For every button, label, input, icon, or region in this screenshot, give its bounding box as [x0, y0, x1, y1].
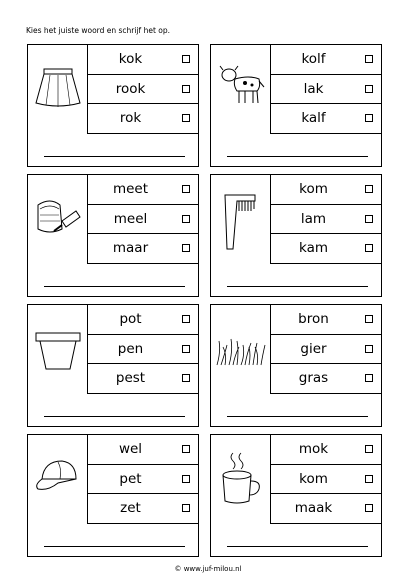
answer-area[interactable]: [28, 134, 199, 167]
answer-area[interactable]: [211, 524, 382, 557]
checkbox[interactable]: [182, 215, 190, 223]
word-option[interactable]: rook: [88, 75, 199, 105]
word-option[interactable]: meel: [88, 205, 199, 235]
checkbox[interactable]: [365, 315, 373, 323]
checkbox[interactable]: [182, 504, 190, 512]
word-option[interactable]: kam: [271, 234, 382, 264]
flour-bag-drawing: [28, 175, 88, 264]
word-option[interactable]: gier: [271, 335, 382, 365]
word-option[interactable]: kok: [88, 45, 199, 75]
flower-pot-drawing: [28, 305, 88, 394]
checkbox[interactable]: [365, 55, 373, 63]
checkbox[interactable]: [365, 445, 373, 453]
checkbox[interactable]: [182, 85, 190, 93]
word-option[interactable]: pot: [88, 305, 199, 335]
skirt-drawing: [28, 45, 88, 134]
answer-area[interactable]: [211, 134, 382, 167]
answer-area[interactable]: [28, 264, 199, 297]
checkbox[interactable]: [182, 244, 190, 252]
checkbox[interactable]: [182, 114, 190, 122]
checkbox[interactable]: [365, 215, 373, 223]
checkbox[interactable]: [182, 475, 190, 483]
comb-drawing: [211, 175, 271, 264]
answer-line[interactable]: [227, 286, 368, 287]
word-option[interactable]: pet: [88, 465, 199, 495]
answer-line[interactable]: [227, 156, 368, 157]
answer-line[interactable]: [44, 546, 185, 547]
checkbox[interactable]: [182, 315, 190, 323]
footer-credit: © www.juf-milou.nl: [174, 565, 242, 573]
word-option[interactable]: kom: [271, 175, 382, 205]
answer-line[interactable]: [44, 416, 185, 417]
checkbox[interactable]: [365, 475, 373, 483]
checkbox[interactable]: [182, 374, 190, 382]
exercise-card: [27, 174, 199, 297]
word-option[interactable]: rok: [88, 104, 199, 134]
word-option[interactable]: bron: [271, 305, 382, 335]
checkbox[interactable]: [365, 345, 373, 353]
checkbox[interactable]: [365, 504, 373, 512]
word-option[interactable]: kalf: [271, 104, 382, 134]
word-option[interactable]: kom: [271, 465, 382, 495]
checkbox[interactable]: [365, 85, 373, 93]
word-option[interactable]: maak: [271, 494, 382, 524]
mug-drawing: [211, 435, 271, 524]
word-option[interactable]: pest: [88, 364, 199, 394]
answer-line[interactable]: [227, 546, 368, 547]
exercise-card: [210, 44, 382, 167]
answer-area[interactable]: [211, 394, 382, 427]
checkbox[interactable]: [182, 445, 190, 453]
checkbox[interactable]: [182, 345, 190, 353]
exercise-card: [210, 434, 382, 557]
word-option[interactable]: lam: [271, 205, 382, 235]
answer-area[interactable]: [28, 524, 199, 557]
exercise-card: [210, 304, 382, 427]
answer-line[interactable]: [44, 286, 185, 287]
exercise-card: [27, 304, 199, 427]
answer-area[interactable]: [28, 394, 199, 427]
word-option[interactable]: zet: [88, 494, 199, 524]
exercise-card: [210, 174, 382, 297]
checkbox[interactable]: [365, 114, 373, 122]
word-option[interactable]: wel: [88, 435, 199, 465]
answer-line[interactable]: [227, 416, 368, 417]
checkbox[interactable]: [182, 185, 190, 193]
answer-line[interactable]: [44, 156, 185, 157]
calf-drawing: [211, 45, 271, 134]
grass-drawing: [211, 305, 271, 394]
checkbox[interactable]: [365, 244, 373, 252]
exercise-card: [27, 44, 199, 167]
word-option[interactable]: lak: [271, 75, 382, 105]
word-option[interactable]: kolf: [271, 45, 382, 75]
word-option[interactable]: pen: [88, 335, 199, 365]
cap-drawing: [28, 435, 88, 524]
word-option[interactable]: gras: [271, 364, 382, 394]
checkbox[interactable]: [365, 374, 373, 382]
word-option[interactable]: meet: [88, 175, 199, 205]
word-option[interactable]: maar: [88, 234, 199, 264]
checkbox[interactable]: [365, 185, 373, 193]
instruction-text: Kies het juiste woord en schrijf het op.: [26, 26, 171, 35]
checkbox[interactable]: [182, 55, 190, 63]
answer-area[interactable]: [211, 264, 382, 297]
word-option[interactable]: mok: [271, 435, 382, 465]
exercise-card: [27, 434, 199, 557]
